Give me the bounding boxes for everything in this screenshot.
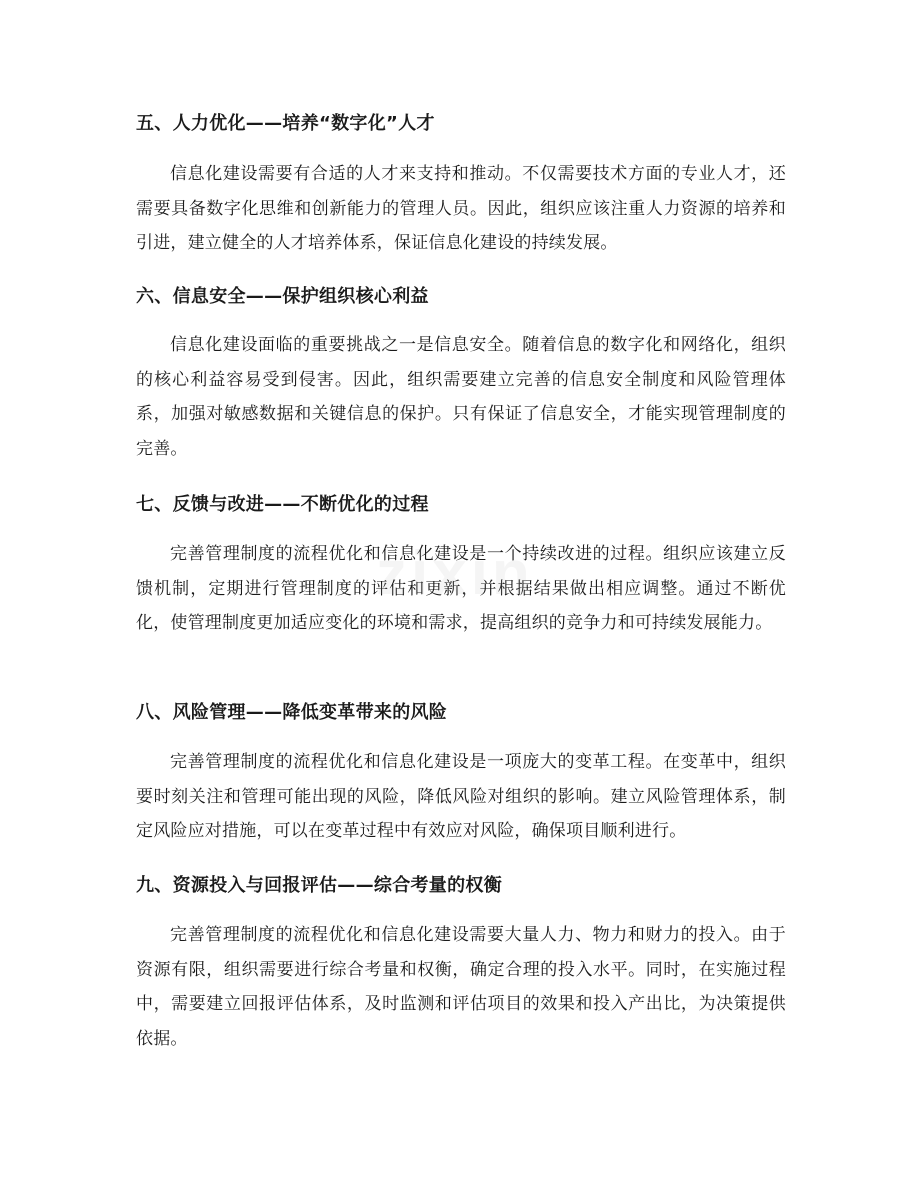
section-body-9: 完善管理制度的流程优化和信息化建设需要大量人力、物力和财力的投入。由于资源有限，组织需要进行综合考量和权衡，确定合理的投入水平。同时，在实施过程中，需要建立回报评估体系，及时监测和评估项目的效果和投入产出比，为决策提供依据。 — [136, 925, 786, 1049]
section-heading-8: 八、风险管理——降低变革带来的风险 — [136, 702, 448, 723]
watermark: zixin — [376, 539, 534, 608]
section-heading-7: 七、反馈与改进——不断优化的过程 — [136, 494, 429, 515]
section-body-5: 信息化建设需要有合适的人才来支持和推动。不仅需要技术方面的专业人才，还需要具备数字化思维和创新能力的管理人员。因此，组织应该注重人力资源的培养和引进，建立健全的人才培养体系，保证信息化建设的持续发展。 — [136, 164, 786, 253]
section-heading-9: 九、资源投入与回报评估——综合考量的权衡 — [136, 875, 502, 896]
section-body-8: 完善管理制度的流程优化和信息化建设是一项庞大的变革工程。在变革中，组织要时刻关注和管理可能出现的风险，降低风险对组织的影响。建立风险管理体系，制定风险应对措施，可以在变革过程中有效应对风险，确保项目顺利进行。 — [136, 752, 786, 841]
section-heading-5: 五、人力优化——培养“数字化”人才 — [136, 113, 435, 134]
section-heading-6: 六、信息安全——保护组织核心利益 — [136, 286, 429, 307]
section-body-7: 完善管理制度的流程优化和信息化建设是一个持续改进的过程。组织应该建立反馈机制，定期进行管理制度的评估和更新，并根据结果做出相应调整。通过不断优化，使管理制度更加适应变化的环境和需求，提高组织的竞争力和可持续发展能力。 — [136, 544, 786, 633]
section-body-6: 信息化建设面临的重要挑战之一是信息安全。随着信息的数字化和网络化，组织的核心利益容易受到侵害。因此，组织需要建立完善的信息安全制度和风险管理体系，加强对敏感数据和关键信息的保护。只有保证了信息安全，才能实现管理制度的完善。 — [136, 335, 786, 459]
